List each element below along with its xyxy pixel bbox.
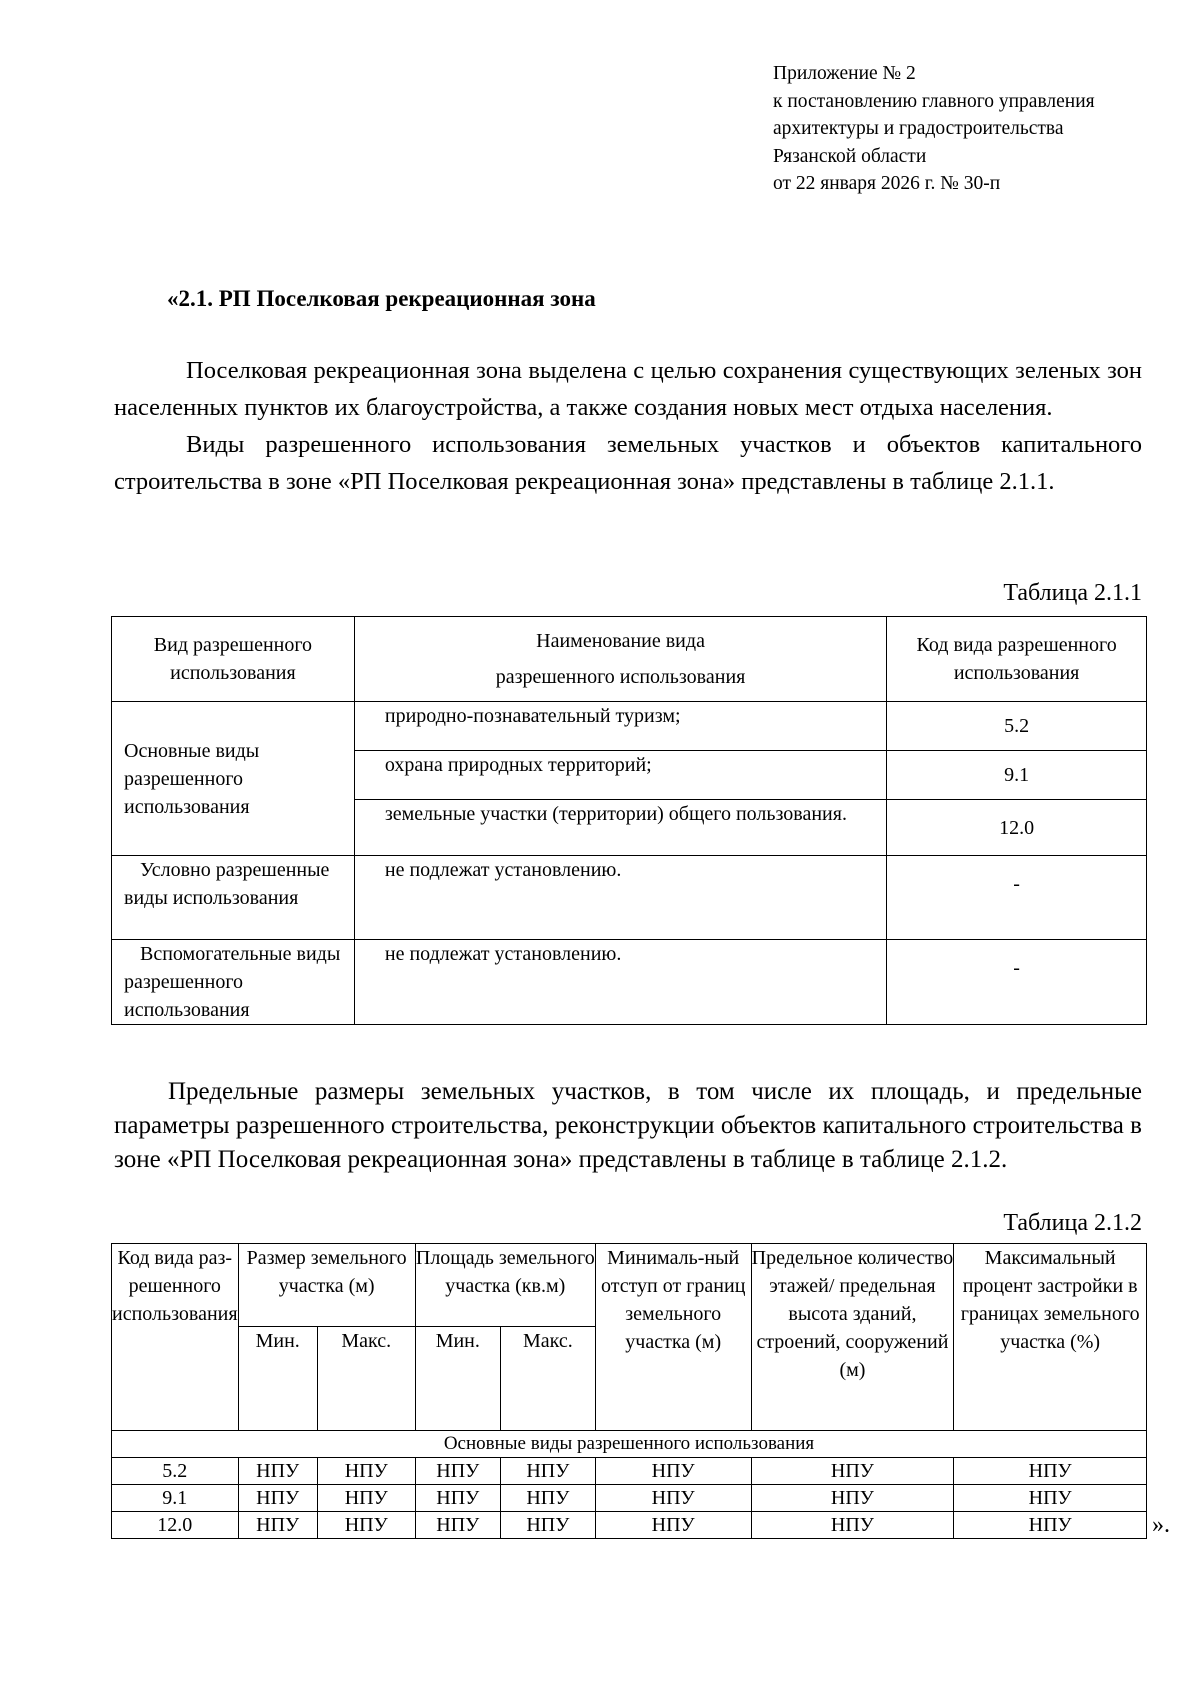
cell-value: НПУ	[954, 1485, 1147, 1512]
cell-value: НПУ	[500, 1458, 595, 1485]
table-row	[112, 940, 1147, 1025]
table-row	[112, 702, 1147, 751]
conditional-uses-name: не подлежат установлению.	[354, 856, 886, 940]
row-code: 12.0	[112, 1512, 239, 1539]
appendix-header	[773, 60, 1095, 198]
table2-header-row-1	[112, 1244, 1147, 1327]
cell-value: НПУ	[751, 1512, 954, 1539]
cell-value: НПУ	[595, 1458, 751, 1485]
table1-header-name-line: разрешенного использования	[495, 666, 746, 688]
table-row	[112, 856, 1147, 940]
table-row	[112, 1512, 1147, 1539]
limits-text	[114, 1075, 1142, 1177]
table1-header-name-line: Наименование вида	[536, 630, 705, 652]
cell-value: НПУ	[751, 1485, 954, 1512]
table1-caption: Таблица 2.1.1	[1003, 580, 1142, 606]
table1-header-name	[354, 617, 886, 702]
table2-header-area-max: Макс.	[500, 1327, 595, 1431]
cell-value: НПУ	[238, 1458, 317, 1485]
auxiliary-uses-label: Вспомогательные виды разрешенного использования	[112, 940, 355, 1025]
auxiliary-uses-name: не подлежат установлению.	[354, 940, 886, 1025]
cell-value: НПУ	[415, 1512, 500, 1539]
table2-header-area-min: Мин.	[415, 1327, 500, 1431]
intro-text	[114, 352, 1142, 500]
cell-value: НПУ	[317, 1458, 415, 1485]
cell-value: НПУ	[954, 1458, 1147, 1485]
appendix-line: к постановлению главного управления	[773, 90, 1095, 112]
use-code: 9.1	[887, 751, 1147, 800]
table2-header-size-max: Макс.	[317, 1327, 415, 1431]
use-name: земельные участки (территории) общего пользования.	[354, 800, 886, 856]
table2-header-coverage: Максимальный процент застройки в границах земельного участка (%)	[954, 1244, 1147, 1431]
appendix-line: Приложение № 2	[773, 63, 916, 84]
conditional-uses-code: -	[887, 856, 1147, 940]
table1-header-code: Код вида разрешенного использования	[887, 617, 1147, 702]
cell-value: НПУ	[500, 1512, 595, 1539]
table2-header-indent: Минималь-ный отступ от границ земельного участка (м)	[595, 1244, 751, 1431]
cell-value: НПУ	[415, 1458, 500, 1485]
table2-header-size-min: Мин.	[238, 1327, 317, 1431]
appendix-line: архитектуры и градостроительства	[773, 118, 1064, 139]
table2-group-label: Основные виды разрешенного использования	[112, 1431, 1147, 1458]
table2-caption: Таблица 2.1.2	[1003, 1210, 1142, 1236]
closing-quote-mark: ».	[1152, 1512, 1170, 1538]
table1-header-row	[112, 617, 1147, 702]
cell-value: НПУ	[317, 1512, 415, 1539]
table2-header-code: Код вида раз-решенного использования	[112, 1244, 239, 1431]
cell-value: НПУ	[317, 1485, 415, 1512]
use-name: охрана природных территорий;	[354, 751, 886, 800]
cell-value: НПУ	[415, 1485, 500, 1512]
cell-value: НПУ	[595, 1485, 751, 1512]
table-2-1-1	[111, 616, 1147, 1025]
table-2-1-2	[111, 1243, 1147, 1539]
auxiliary-uses-code: -	[887, 940, 1147, 1025]
intro-paragraph-1: Поселковая рекреационная зона выделена с целью сохранения существующих зеленых зон населенных пунктов их благоустройства, а также создания новых мест отдыха населения.	[114, 357, 1142, 421]
table2-header-size: Размер земельного участка (м)	[238, 1244, 415, 1327]
table2-header-area: Площадь земельного участка (кв.м)	[415, 1244, 595, 1327]
table-row	[112, 1485, 1147, 1512]
cell-value: НПУ	[238, 1512, 317, 1539]
row-code: 5.2	[112, 1458, 239, 1485]
use-code: 5.2	[887, 702, 1147, 751]
intro-paragraph-2: Виды разрешенного использования земельных участков и объектов капитального строительства в зоне «РП Поселковая рекреационная зона» представлены в таблице 2.1.1.	[114, 431, 1142, 495]
table2-group-row	[112, 1431, 1147, 1458]
use-name: природно-познавательный туризм;	[354, 702, 886, 751]
cell-value: НПУ	[954, 1512, 1147, 1539]
table2-header-height: Предельное количество этажей/ предельная высота зданий, строений, сооружений (м)	[751, 1244, 954, 1431]
row-code: 9.1	[112, 1485, 239, 1512]
appendix-line: Рязанской области	[773, 145, 927, 167]
limits-paragraph: Предельные размеры земельных участков, в том числе их площадь, и предельные параметры разрешенного строительства, реконструкции объектов капитального строительства в зоне «РП Поселковая рекреационная зона» представлены в таблице в таблице 2.1.2.	[114, 1078, 1142, 1173]
cell-value: НПУ	[751, 1458, 954, 1485]
cell-value: НПУ	[500, 1485, 595, 1512]
cell-value: НПУ	[595, 1512, 751, 1539]
cell-value: НПУ	[238, 1485, 317, 1512]
conditional-uses-label: Условно разрешенные виды использования	[112, 856, 355, 940]
use-code: 12.0	[887, 800, 1147, 856]
table-row	[112, 1458, 1147, 1485]
main-uses-label: Основные виды разрешенного использования	[112, 702, 355, 856]
section-title: «2.1. РП Поселковая рекреационная зона	[167, 286, 596, 311]
table1-header-kind: Вид разрешенного использования	[112, 617, 355, 702]
appendix-line: от 22 января 2026 г. № 30-п	[773, 173, 1001, 194]
